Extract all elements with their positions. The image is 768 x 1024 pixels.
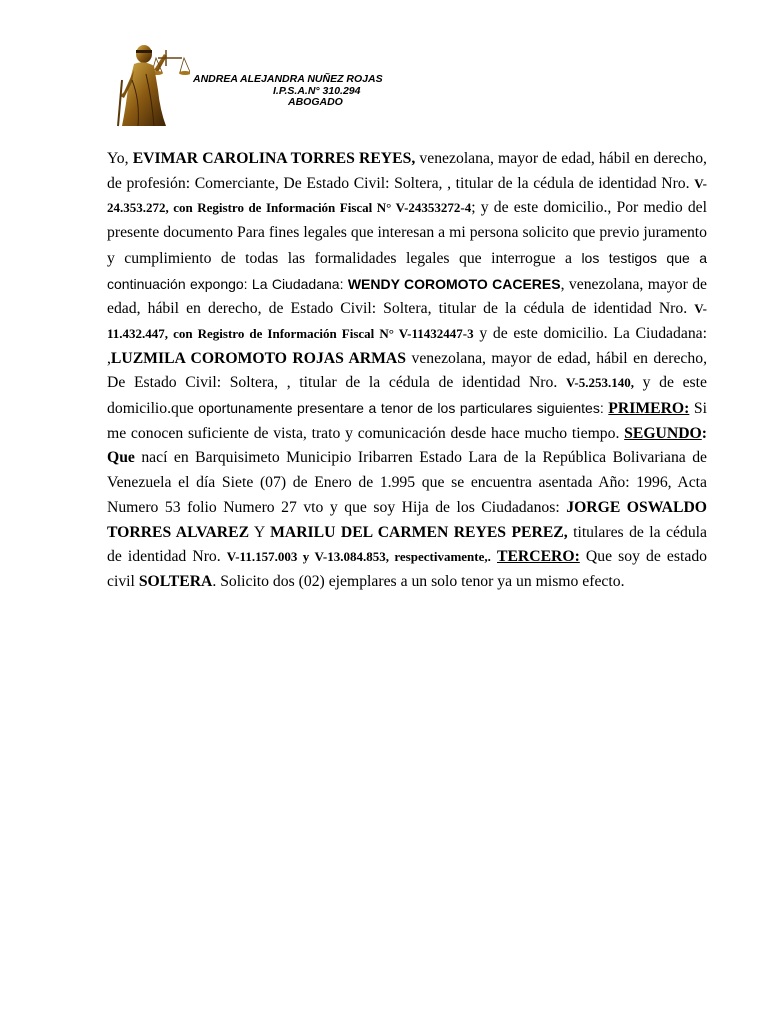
- justice-statue-logo: [110, 40, 190, 128]
- witness-1-tax-id: con Registro de Información Fiscal N° V-11432447-3: [168, 325, 474, 341]
- body-text-segment: y de este domicilio.que: [107, 374, 707, 418]
- witness-2-id-number: V-5.253.140,: [565, 375, 634, 391]
- body-text-segment: venezolana, mayor de edad, hábil en derecho, De Estado Civil: Soltera, , titular de la cédula de identidad Nro.: [107, 349, 707, 392]
- civil-status: SOLTERA: [138, 572, 213, 590]
- letterhead: [193, 74, 433, 109]
- body-text-segment: . Solicito dos (02) ejemplares a un solo tenor ya un mismo efecto.: [212, 572, 625, 590]
- applicant-id-number: V-24.353.272,: [107, 175, 707, 216]
- body-text-segment: , venezolana, mayor de edad, hábil en derecho, de Estado Civil: Soltera, titular de la cédula de identidad Nro.: [107, 275, 707, 318]
- mother-name: MARILU DEL CARMEN REYES PEREZ,: [270, 523, 568, 541]
- applicant-tax-id: con Registro de Información Fiscal N° V-24353272-4: [168, 200, 472, 216]
- document-body: [107, 147, 707, 595]
- clause-tercero-heading: TERCERO:: [497, 548, 580, 566]
- body-text-segment: titulares de la cédula de identidad Nro.: [107, 523, 707, 566]
- witness-1-id-number: V-11.432.447,: [107, 301, 707, 341]
- body-text-segment: ; y de este domicilio., Por medio del presente documento Para fines legales que interesan a mi persona solicito que previo juramento y cumplimiento de todas las formalidades legales que interrogue a: [107, 199, 708, 267]
- body-text-segment: oportunamente presentare a tenor de los particulares siguientes:: [198, 400, 609, 417]
- body-text-segment: venezolana, mayor de edad, hábil en derecho, de profesión: Comerciante, De Estado Civil: Soltera, , titular de la cédula de identidad Nro.: [107, 150, 707, 192]
- body-text-segment: Que soy de estado civil: [107, 548, 708, 590]
- witness-1-name: WENDY COROMOTO CACERES: [347, 275, 561, 292]
- body-text-segment: y de este domicilio. La Ciudadana: ,: [107, 324, 707, 367]
- body-text-segment: los testigos que a continuación expongo: La Ciudadana:: [107, 249, 708, 292]
- body-text-segment: Si me conocen suficiente de vista, trato y comunicación desde hace mucho tiempo.: [107, 400, 708, 442]
- lawyer-title: ABOGADO: [288, 96, 343, 108]
- father-name: JORGE OSWALDO TORRES ALVAREZ: [107, 498, 707, 541]
- lawyer-name: ANDREA ALEJANDRA NUÑEZ ROJAS: [193, 73, 383, 85]
- parents-id-numbers: V-11.157.003 y V-13.084.853, respectivamente,.: [226, 549, 491, 565]
- body-text-segment: Yo,: [107, 150, 133, 167]
- clause-primero-heading: PRIMERO:: [608, 400, 690, 418]
- applicant-name: EVIMAR CAROLINA TORRES REYES,: [132, 150, 416, 167]
- body-text-segment: : Que: [107, 424, 707, 467]
- body-text-segment: nací en Barquisimeto Municipio Iribarren Estado Lara de la República Bolivariana de Venezuela el día Siete (07) de Enero de 1.995 que se encuentra asentada Año: 1996, Acta Numero 53 folio Numero 27 vto y que soy Hija de los Ciudadanos:: [107, 449, 707, 516]
- body-text-segment: Y: [249, 523, 271, 541]
- lawyer-registry: I.P.S.A.N° 310.294: [273, 84, 361, 97]
- witness-2-name: LUZMILA COROMOTO ROJAS ARMAS: [110, 349, 406, 367]
- clause-segundo-heading: SEGUNDO: [624, 424, 702, 442]
